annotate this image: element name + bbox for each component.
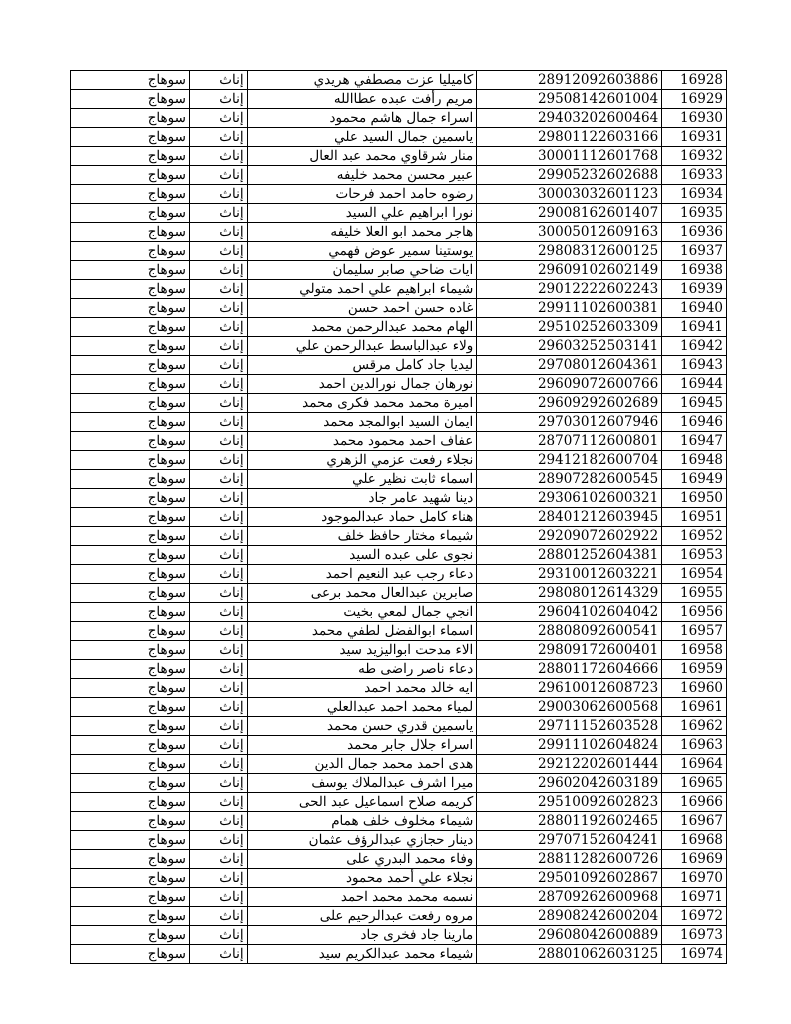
gender-cell: إناث [189,812,247,831]
name-cell: نورهان جمال نورالدين احمد [247,375,477,394]
governorate-cell: سوهاج [71,432,190,451]
gender-cell: إناث [189,337,247,356]
gender-cell: إناث [189,603,247,622]
gender-cell: إناث [189,793,247,812]
table-row [71,926,727,945]
serial-number-cell: 16947 [662,432,727,451]
national-id-cell: 29711152603528 [477,717,662,736]
table-row [71,318,727,337]
table-row [71,71,727,90]
national-id-cell: 29707152604241 [477,831,662,850]
serial-number-cell: 16946 [662,413,727,432]
table-row [71,869,727,888]
governorate-cell: سوهاج [71,147,190,166]
name-cell: وفاء محمد البدري على [247,850,477,869]
table-row [71,698,727,717]
gender-cell: إناث [189,109,247,128]
national-id-cell: 29609102602149 [477,261,662,280]
serial-number-cell: 16935 [662,204,727,223]
table-row [71,261,727,280]
name-cell: كاميليا عزت مصطفي هريدي [247,71,477,90]
national-id-cell: 29808312600125 [477,242,662,261]
governorate-cell: سوهاج [71,584,190,603]
serial-number-cell: 16938 [662,261,727,280]
table-row [71,888,727,907]
serial-number-cell: 16936 [662,223,727,242]
serial-number-cell: 16940 [662,299,727,318]
gender-cell: إناث [189,907,247,926]
table-row [71,755,727,774]
gender-cell: إناث [189,584,247,603]
gender-cell: إناث [189,698,247,717]
gender-cell: إناث [189,204,247,223]
serial-number-cell: 16939 [662,280,727,299]
name-cell: ليديا جاد كامل مرقس [247,356,477,375]
national-id-cell: 28709262600968 [477,888,662,907]
name-cell: مروه رفعت عبدالرحيم على [247,907,477,926]
serial-number-cell: 16961 [662,698,727,717]
gender-cell: إناث [189,850,247,869]
serial-number-cell: 16945 [662,394,727,413]
governorate-cell: سوهاج [71,546,190,565]
name-cell: اسماء ثابت نظير علي [247,470,477,489]
table-row [71,185,727,204]
serial-number-cell: 16968 [662,831,727,850]
serial-number-cell: 16957 [662,622,727,641]
gender-cell: إناث [189,147,247,166]
table-row [71,280,727,299]
gender-cell: إناث [189,375,247,394]
national-id-cell: 29012222602243 [477,280,662,299]
national-id-cell: 29508142601004 [477,90,662,109]
table-row [71,774,727,793]
table-row [71,565,727,584]
name-cell: منار شرقاوي محمد عبد العال [247,147,477,166]
serial-number-cell: 16960 [662,679,727,698]
table-row [71,584,727,603]
national-id-cell: 29610012608723 [477,679,662,698]
name-cell: كريمه صلاح اسماعيل عبد الحى [247,793,477,812]
table-row [71,204,727,223]
serial-number-cell: 16967 [662,812,727,831]
serial-number-cell: 16937 [662,242,727,261]
national-id-cell: 28808092600541 [477,622,662,641]
national-id-cell: 29808012614329 [477,584,662,603]
governorate-cell: سوهاج [71,736,190,755]
national-id-cell: 28801062603125 [477,945,662,964]
candidates-table-body [71,71,727,964]
gender-cell: إناث [189,888,247,907]
national-id-cell: 29608042600889 [477,926,662,945]
national-id-cell: 28811282600726 [477,850,662,869]
name-cell: عفاف احمد محمود محمد [247,432,477,451]
table-row [71,793,727,812]
name-cell: لمياء محمد احمد عبدالعلي [247,698,477,717]
serial-number-cell: 16941 [662,318,727,337]
national-id-cell: 30005012609163 [477,223,662,242]
gender-cell: إناث [189,717,247,736]
name-cell: دينا شهيد عامر جاد [247,489,477,508]
name-cell: هدى احمد محمد جمال الدين [247,755,477,774]
national-id-cell: 28912092603886 [477,71,662,90]
gender-cell: إناث [189,679,247,698]
governorate-cell: سوهاج [71,451,190,470]
serial-number-cell: 16971 [662,888,727,907]
governorate-cell: سوهاج [71,641,190,660]
table-row [71,432,727,451]
governorate-cell: سوهاج [71,337,190,356]
gender-cell: إناث [189,508,247,527]
serial-number-cell: 16932 [662,147,727,166]
governorate-cell: سوهاج [71,565,190,584]
name-cell: نجلاء علي أحمد محمود [247,869,477,888]
governorate-cell: سوهاج [71,888,190,907]
name-cell: ايات ضاحي صابر سليمان [247,261,477,280]
national-id-cell: 29609292602689 [477,394,662,413]
serial-number-cell: 16963 [662,736,727,755]
governorate-cell: سوهاج [71,527,190,546]
table-row [71,223,727,242]
national-id-cell: 29801122603166 [477,128,662,147]
gender-cell: إناث [189,622,247,641]
serial-number-cell: 16930 [662,109,727,128]
governorate-cell: سوهاج [71,717,190,736]
table-row [71,603,727,622]
governorate-cell: سوهاج [71,242,190,261]
serial-number-cell: 16962 [662,717,727,736]
governorate-cell: سوهاج [71,926,190,945]
governorate-cell: سوهاج [71,755,190,774]
table-row [71,736,727,755]
name-cell: ولاء عبدالباسط عبدالرحمن علي [247,337,477,356]
name-cell: نسمه محمد محمد احمد [247,888,477,907]
serial-number-cell: 16954 [662,565,727,584]
serial-number-cell: 16944 [662,375,727,394]
governorate-cell: سوهاج [71,413,190,432]
table-row [71,527,727,546]
gender-cell: إناث [189,831,247,850]
table-row [71,451,727,470]
serial-number-cell: 16959 [662,660,727,679]
table-row [71,356,727,375]
governorate-cell: سوهاج [71,812,190,831]
gender-cell: إناث [189,413,247,432]
national-id-cell: 29501092602867 [477,869,662,888]
governorate-cell: سوهاج [71,850,190,869]
name-cell: هناء كامل حماد عبدالموجود [247,508,477,527]
governorate-cell: سوهاج [71,299,190,318]
national-id-cell: 28801192602465 [477,812,662,831]
national-id-cell: 29905232602688 [477,166,662,185]
table-row [71,641,727,660]
national-id-cell: 28801172604666 [477,660,662,679]
governorate-cell: سوهاج [71,90,190,109]
governorate-cell: سوهاج [71,945,190,964]
name-cell: شيماء محمد عبدالكريم سيد [247,945,477,964]
governorate-cell: سوهاج [71,831,190,850]
governorate-cell: سوهاج [71,71,190,90]
serial-number-cell: 16953 [662,546,727,565]
gender-cell: إناث [189,299,247,318]
governorate-cell: سوهاج [71,223,190,242]
table-row [71,831,727,850]
name-cell: اسماء ابوالفضل لطفي محمد [247,622,477,641]
table-row [71,508,727,527]
gender-cell: إناث [189,470,247,489]
table-row [71,945,727,964]
national-id-cell: 29510252603309 [477,318,662,337]
gender-cell: إناث [189,318,247,337]
gender-cell: إناث [189,660,247,679]
national-id-cell: 29003062600568 [477,698,662,717]
serial-number-cell: 16949 [662,470,727,489]
name-cell: شيماء مخلوف خلف همام [247,812,477,831]
table-row [71,242,727,261]
national-id-cell: 29310012603221 [477,565,662,584]
serial-number-cell: 16952 [662,527,727,546]
national-id-cell: 29306102600321 [477,489,662,508]
table-row [71,660,727,679]
governorate-cell: سوهاج [71,793,190,812]
name-cell: مريم رأفت عبده عطاالله [247,90,477,109]
governorate-cell: سوهاج [71,660,190,679]
name-cell: الاء مدحت ابواليزيد سيد [247,641,477,660]
serial-number-cell: 16942 [662,337,727,356]
name-cell: ميرا اشرف عبدالملاك يوسف [247,774,477,793]
governorate-cell: سوهاج [71,375,190,394]
gender-cell: إناث [189,128,247,147]
table-row [71,147,727,166]
gender-cell: إناث [189,641,247,660]
national-id-cell: 29703012607946 [477,413,662,432]
name-cell: هاجر محمد ابو العلا خليفه [247,223,477,242]
national-id-cell: 29510092602823 [477,793,662,812]
governorate-cell: سوهاج [71,394,190,413]
serial-number-cell: 16970 [662,869,727,888]
governorate-cell: سوهاج [71,185,190,204]
serial-number-cell: 16972 [662,907,727,926]
governorate-cell: سوهاج [71,166,190,185]
national-id-cell: 29403202600464 [477,109,662,128]
name-cell: اسراء جمال هاشم محمود [247,109,477,128]
name-cell: نجوى على عبده السيد [247,546,477,565]
name-cell: دينار حجازي عبدالرؤف عثمان [247,831,477,850]
table-row [71,489,727,508]
national-id-cell: 29708012604361 [477,356,662,375]
gender-cell: إناث [189,565,247,584]
gender-cell: إناث [189,280,247,299]
national-id-cell: 30001112601768 [477,147,662,166]
national-id-cell: 28401212603945 [477,508,662,527]
name-cell: نجلاء رفعت عزمي الزهري [247,451,477,470]
gender-cell: إناث [189,432,247,451]
governorate-cell: سوهاج [71,261,190,280]
table-row [71,546,727,565]
gender-cell: إناث [189,71,247,90]
name-cell: ياسمين قدري حسن محمد [247,717,477,736]
governorate-cell: سوهاج [71,204,190,223]
national-id-cell: 28908242600204 [477,907,662,926]
governorate-cell: سوهاج [71,698,190,717]
national-id-cell: 29911102600381 [477,299,662,318]
national-id-cell: 29209072602922 [477,527,662,546]
gender-cell: إناث [189,774,247,793]
table-row [71,375,727,394]
serial-number-cell: 16928 [662,71,727,90]
national-id-cell: 28907282600545 [477,470,662,489]
governorate-cell: سوهاج [71,679,190,698]
gender-cell: إناث [189,451,247,470]
table-row [71,128,727,147]
serial-number-cell: 16951 [662,508,727,527]
gender-cell: إناث [189,945,247,964]
governorate-cell: سوهاج [71,470,190,489]
name-cell: يوستينا سمير عوض فهمي [247,242,477,261]
gender-cell: إناث [189,394,247,413]
name-cell: مارينا جاد فخرى جاد [247,926,477,945]
table-row [71,166,727,185]
table-row [71,717,727,736]
gender-cell: إناث [189,166,247,185]
gender-cell: إناث [189,736,247,755]
governorate-cell: سوهاج [71,508,190,527]
national-id-cell: 29603252503141 [477,337,662,356]
serial-number-cell: 16974 [662,945,727,964]
gender-cell: إناث [189,356,247,375]
serial-number-cell: 16948 [662,451,727,470]
national-id-cell: 29809172600401 [477,641,662,660]
national-id-cell: 29412182600704 [477,451,662,470]
gender-cell: إناث [189,755,247,774]
governorate-cell: سوهاج [71,128,190,147]
table-row [71,109,727,128]
national-id-cell: 29609072600766 [477,375,662,394]
serial-number-cell: 16931 [662,128,727,147]
gender-cell: إناث [189,242,247,261]
serial-number-cell: 16973 [662,926,727,945]
national-id-cell: 28801252604381 [477,546,662,565]
serial-number-cell: 16966 [662,793,727,812]
governorate-cell: سوهاج [71,774,190,793]
name-cell: ايمان السيد ابوالمجد محمد [247,413,477,432]
table-row [71,812,727,831]
serial-number-cell: 16943 [662,356,727,375]
serial-number-cell: 16965 [662,774,727,793]
table-row [71,850,727,869]
national-id-cell: 29602042603189 [477,774,662,793]
national-id-cell: 29911102604824 [477,736,662,755]
governorate-cell: سوهاج [71,869,190,888]
name-cell: اسراء جلال جابر محمد [247,736,477,755]
name-cell: شيماء ابراهيم علي احمد متولي [247,280,477,299]
name-cell: رضوه حامد احمد فرحات [247,185,477,204]
name-cell: غاده حسن احمد حسن [247,299,477,318]
governorate-cell: سوهاج [71,318,190,337]
table-row [71,394,727,413]
name-cell: دعاء رجب عبد النعيم احمد [247,565,477,584]
gender-cell: إناث [189,90,247,109]
gender-cell: إناث [189,926,247,945]
national-id-cell: 30003032601123 [477,185,662,204]
name-cell: نورا ابراهيم علي السيد [247,204,477,223]
gender-cell: إناث [189,869,247,888]
table-row [71,907,727,926]
serial-number-cell: 16933 [662,166,727,185]
serial-number-cell: 16955 [662,584,727,603]
name-cell: ياسمين جمال السيد علي [247,128,477,147]
table-row [71,622,727,641]
national-id-cell: 29604102604042 [477,603,662,622]
table-row [71,679,727,698]
name-cell: صابرين عبدالعال محمد برعى [247,584,477,603]
governorate-cell: سوهاج [71,489,190,508]
gender-cell: إناث [189,185,247,204]
governorate-cell: سوهاج [71,280,190,299]
serial-number-cell: 16929 [662,90,727,109]
governorate-cell: سوهاج [71,109,190,128]
national-id-cell: 29008162601407 [477,204,662,223]
governorate-cell: سوهاج [71,622,190,641]
table-row [71,299,727,318]
name-cell: عبير محسن محمد خليفه [247,166,477,185]
table-row [71,470,727,489]
gender-cell: إناث [189,489,247,508]
name-cell: دعاء ناصر راضى طه [247,660,477,679]
governorate-cell: سوهاج [71,907,190,926]
gender-cell: إناث [189,261,247,280]
serial-number-cell: 16964 [662,755,727,774]
national-id-cell: 29212202601444 [477,755,662,774]
governorate-cell: سوهاج [71,356,190,375]
table-row [71,90,727,109]
governorate-cell: سوهاج [71,603,190,622]
gender-cell: إناث [189,546,247,565]
serial-number-cell: 16969 [662,850,727,869]
gender-cell: إناث [189,223,247,242]
table-row [71,413,727,432]
national-id-cell: 28707112600801 [477,432,662,451]
gender-cell: إناث [189,527,247,546]
serial-number-cell: 16934 [662,185,727,204]
serial-number-cell: 16956 [662,603,727,622]
serial-number-cell: 16950 [662,489,727,508]
name-cell: الهام محمد عبدالرحمن محمد [247,318,477,337]
serial-number-cell: 16958 [662,641,727,660]
name-cell: انجي جمال لمعي بخيت [247,603,477,622]
name-cell: ايه خالد محمد احمد [247,679,477,698]
candidates-table [70,70,727,964]
name-cell: اميرة محمد محمد فكرى محمد [247,394,477,413]
table-row [71,337,727,356]
name-cell: شيماء مختار حافظ خلف [247,527,477,546]
